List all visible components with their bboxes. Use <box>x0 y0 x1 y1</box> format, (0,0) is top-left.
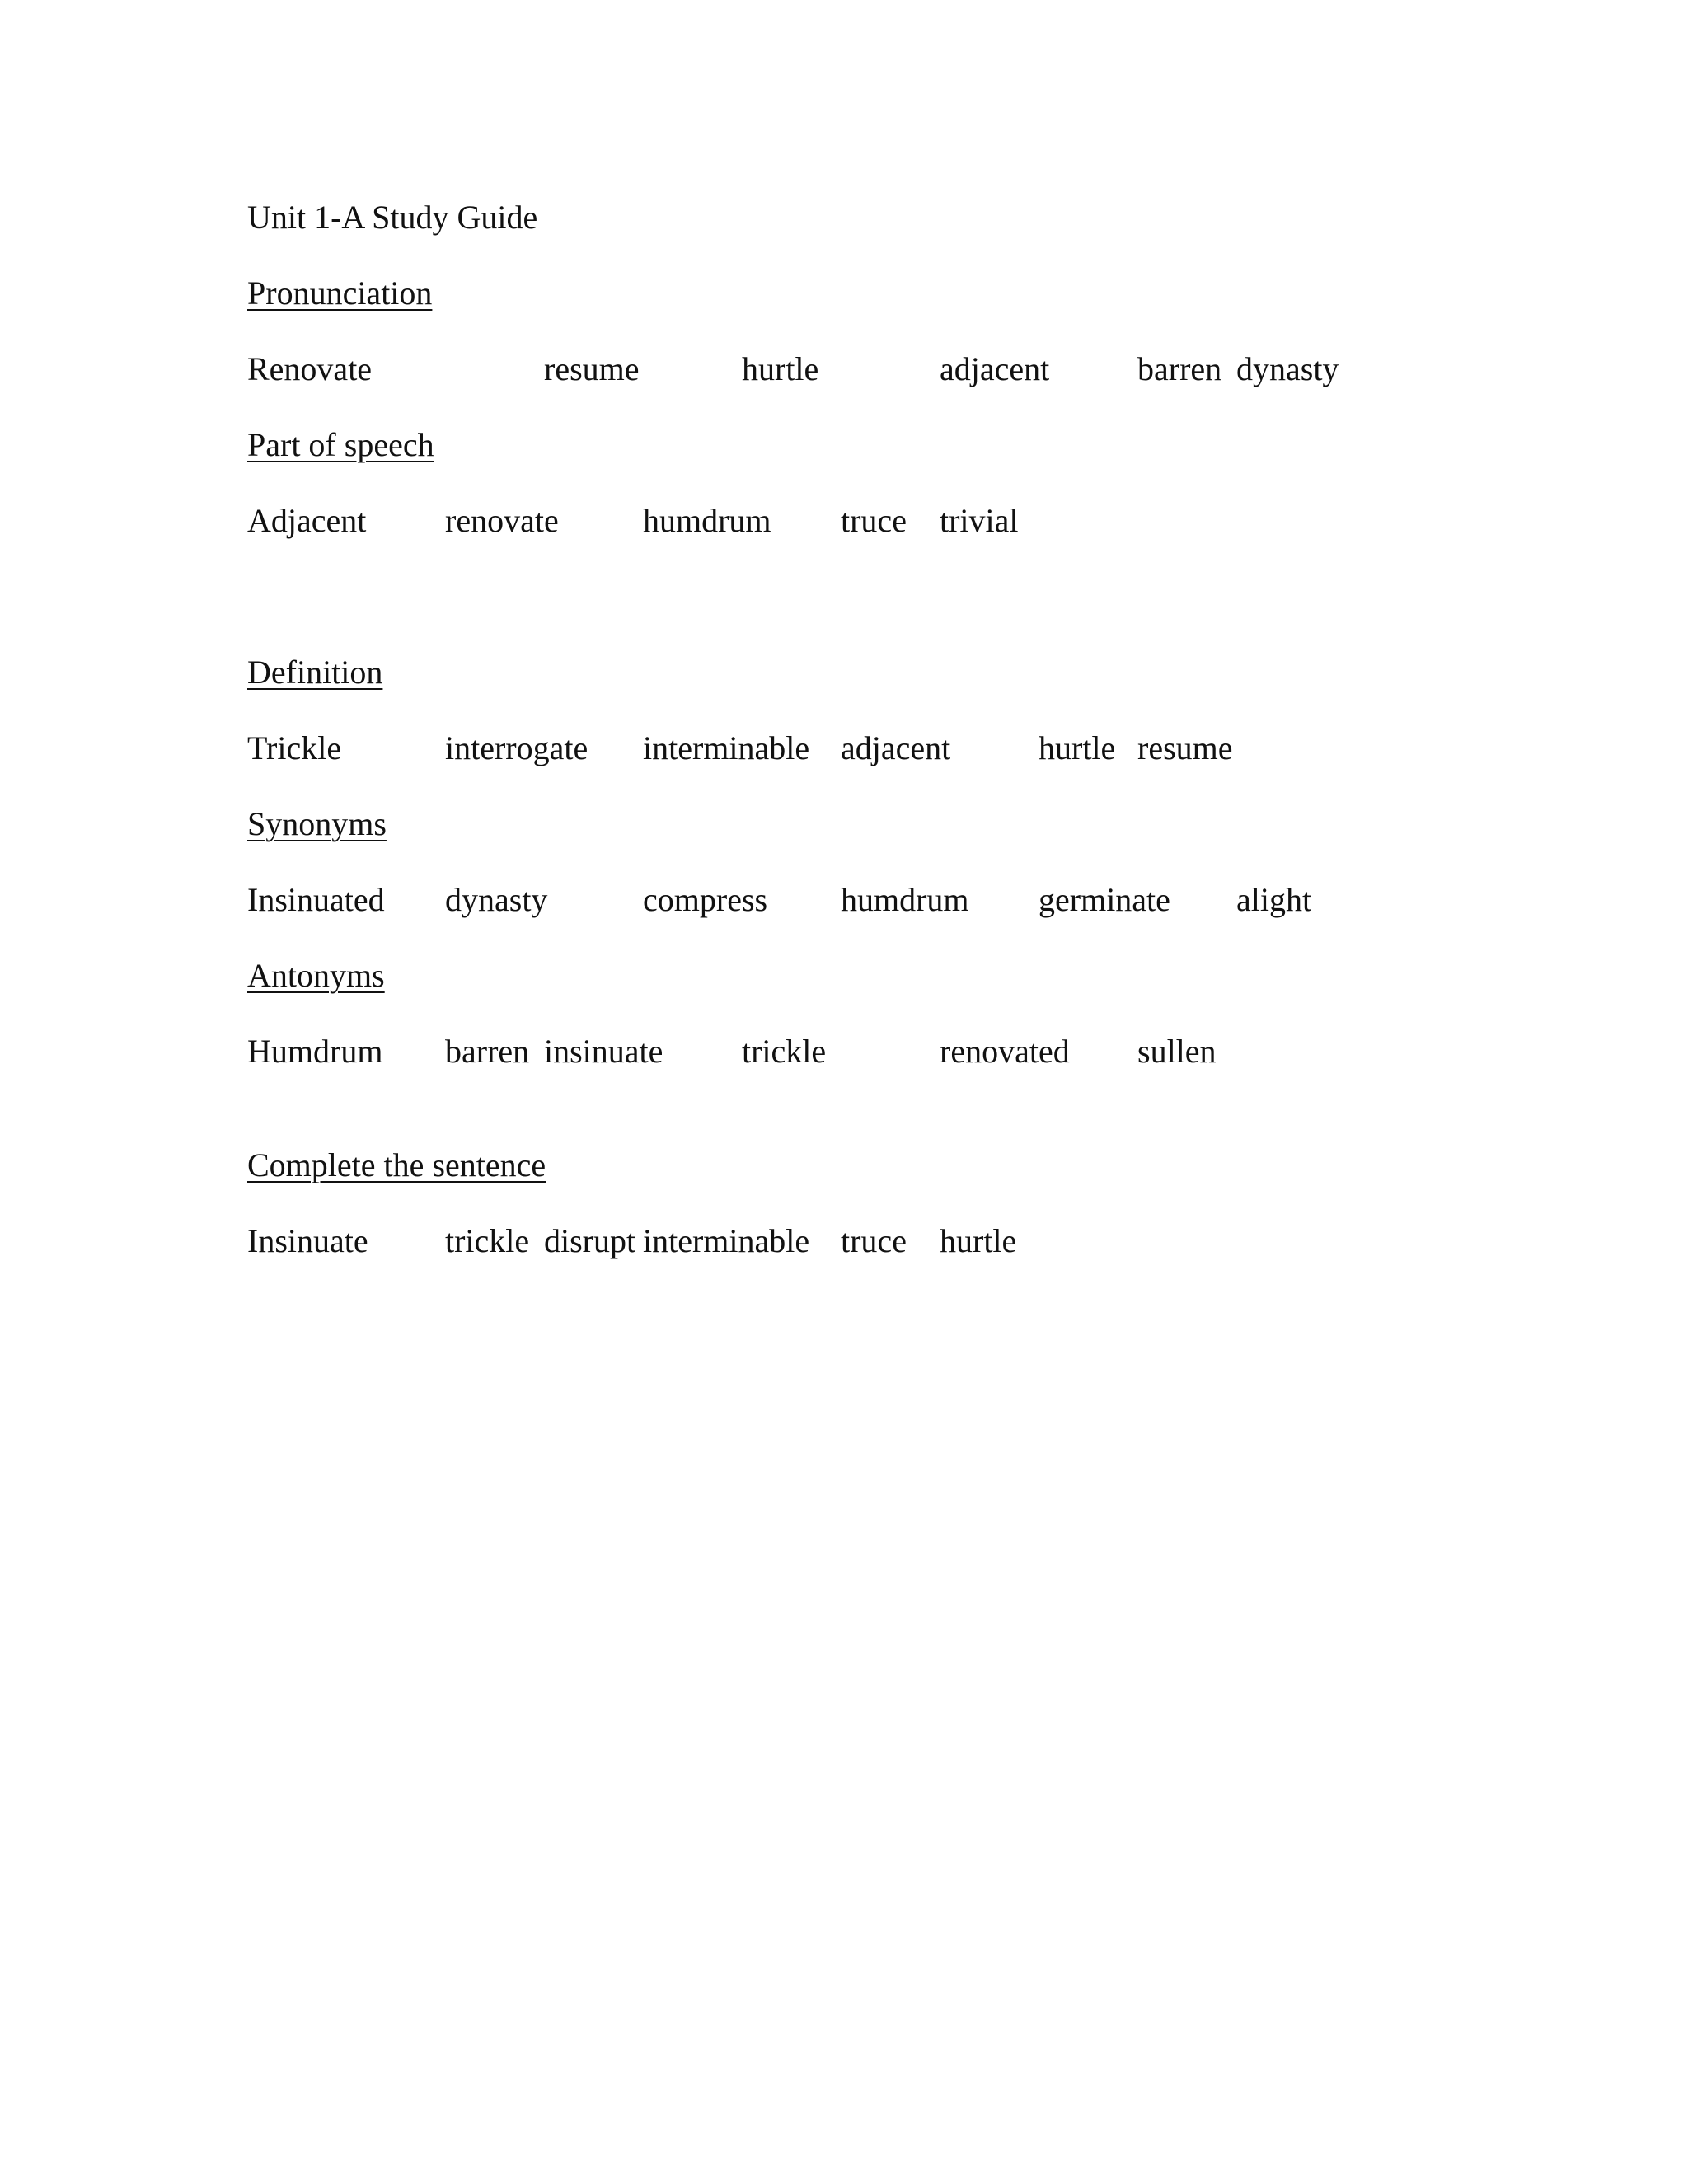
word: adjacent <box>841 729 951 766</box>
section-heading-definition: Definition <box>247 654 383 691</box>
word: compress <box>643 881 768 918</box>
word: alight <box>1236 881 1312 918</box>
word: barren <box>445 1033 530 1070</box>
word: Renovate <box>247 350 373 387</box>
word: trivial <box>940 502 1019 539</box>
word: hurtle <box>742 350 819 387</box>
word: resume <box>544 350 640 387</box>
word: dynasty <box>1236 350 1339 387</box>
word: Trickle <box>247 729 342 766</box>
word-row-part-of-speech <box>247 501 1401 541</box>
word: Insinuated <box>247 881 385 918</box>
word: disrupt <box>544 1222 636 1259</box>
word-row-pronunciation <box>247 349 1401 389</box>
word: humdrum <box>841 881 969 918</box>
word: trickle <box>742 1033 827 1070</box>
word: barren <box>1137 350 1222 387</box>
word: resume <box>1137 729 1233 766</box>
word-row-synonyms <box>247 880 1401 920</box>
word: germinate <box>1039 881 1170 918</box>
word: renovate <box>445 502 559 539</box>
section-heading-part-of-speech: Part of speech <box>247 426 434 463</box>
section-heading-complete-the-sentence: Complete the sentence <box>247 1146 546 1183</box>
word-row-definition <box>247 729 1401 768</box>
word: renovated <box>940 1033 1070 1070</box>
word: Insinuate <box>247 1222 368 1259</box>
word: interrogate <box>445 729 588 766</box>
word: truce <box>841 1222 907 1259</box>
word: truce <box>841 502 907 539</box>
word-row-complete-the-sentence <box>247 1221 1401 1261</box>
section-heading-synonyms: Synonyms <box>247 805 387 842</box>
word: interminable <box>643 1222 810 1259</box>
word: Adjacent <box>247 502 367 539</box>
word: hurtle <box>1039 729 1116 766</box>
section-heading-pronunciation: Pronunciation <box>247 274 433 312</box>
word: Humdrum <box>247 1033 383 1070</box>
word: insinuate <box>544 1033 663 1070</box>
section-heading-antonyms: Antonyms <box>247 957 385 994</box>
word: dynasty <box>445 881 548 918</box>
word: hurtle <box>940 1222 1017 1259</box>
document-title: Unit 1-A Study Guide <box>247 199 538 236</box>
word: interminable <box>643 729 810 766</box>
word: adjacent <box>940 350 1050 387</box>
word: trickle <box>445 1222 530 1259</box>
word-row-antonyms <box>247 1032 1401 1071</box>
word: sullen <box>1137 1033 1217 1070</box>
word: humdrum <box>643 502 771 539</box>
